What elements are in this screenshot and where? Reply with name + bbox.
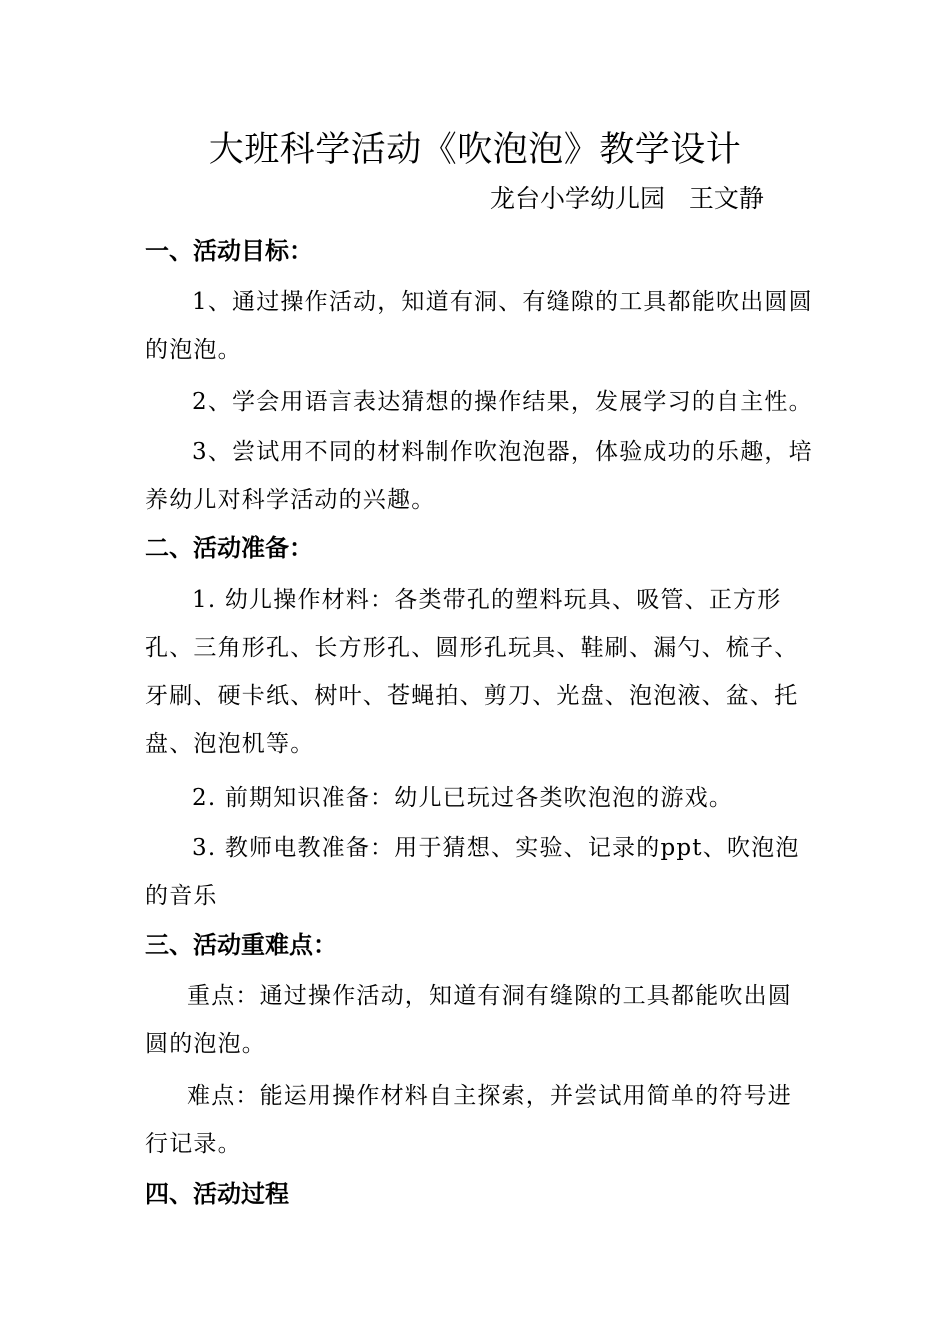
document-author: 龙台小学幼儿园 王文静 — [490, 184, 764, 213]
section-heading-process: 四、活动过程 — [145, 1180, 289, 1208]
goal-item-1: 1、通过操作活动，知道有洞、有缝隙的工具都能吹出圆圆的泡泡。 — [145, 289, 813, 363]
goal-item-2: 2、学会用语言表达猜想的操作结果，发展学习的自主性。 — [192, 389, 813, 415]
section-heading-goals: 一、活动目标： — [145, 237, 313, 265]
key-point-focus: 重点：通过操作活动，知道有洞有缝隙的工具都能吹出圆圆的泡泡。 — [145, 983, 792, 1057]
preparation-item-2: 2. 前期知识准备：幼儿已玩过各类吹泡泡的游戏。 — [192, 785, 734, 811]
section-heading-key-points: 三、活动重难点： — [145, 931, 337, 959]
key-point-difficulty: 难点：能运用操作材料自主探索，并尝试用简单的符号进行记录。 — [145, 1083, 792, 1157]
preparation-item-3: 3. 教师电教准备：用于猜想、实验、记录的ppt、吹泡泡的音乐 — [145, 835, 800, 909]
section-heading-preparation: 二、活动准备： — [145, 534, 313, 562]
document-title: 大班科学活动《吹泡泡》教学设计 — [208, 130, 742, 170]
goal-item-3: 3、尝试用不同的材料制作吹泡泡器，体验成功的乐趣，培养幼儿对科学活动的兴趣。 — [145, 439, 813, 513]
preparation-item-1: 1. 幼儿操作材料：各类带孔的塑料玩具、吸管、正方形孔、三角形孔、长方形孔、圆形孔玩具、鞋刷、漏勺、梳子、牙刷、硬卡纸、树叶、苍蝇拍、剪刀、光盘、泡泡液、盆、托盘、泡泡机等。 — [145, 587, 799, 757]
